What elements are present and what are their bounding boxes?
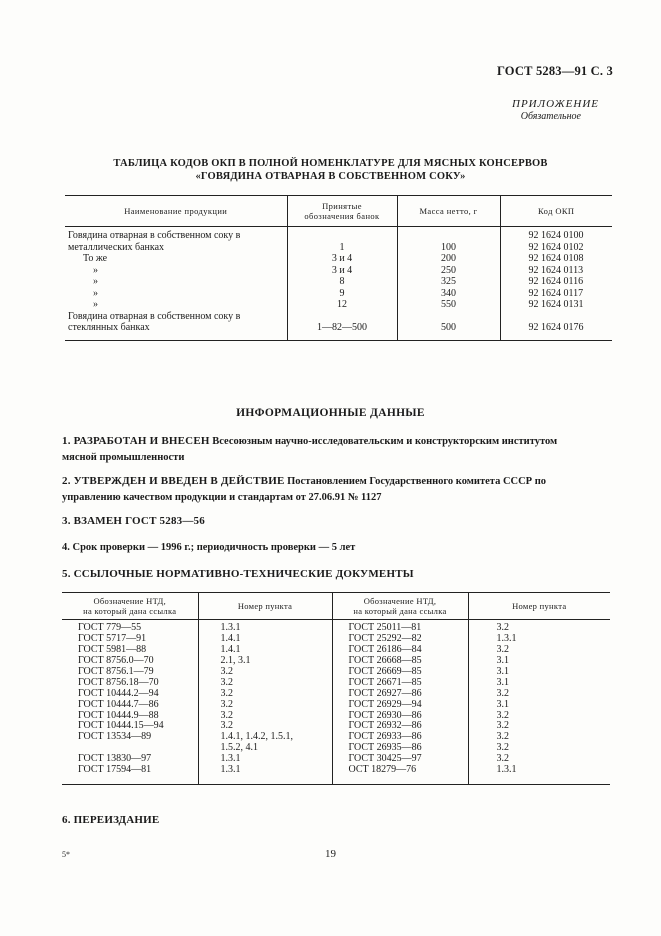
list-item: ГОСТ 10444.15—94 — [78, 720, 164, 732]
info-item-6: 6. ПЕРЕИЗДАНИЕ — [62, 814, 160, 826]
column-header-clause-left: Номер пункта — [198, 593, 332, 620]
table-title-line-1: ТАБЛИЦА КОДОВ ОКП В ПОЛНОЙ НОМЕНКЛАТУРЕ ДЛЯ МЯСНЫХ КОНСЕРВОВ — [113, 158, 548, 169]
table-row — [65, 299, 612, 311]
cell-mass — [397, 311, 500, 323]
cell-name: стеклянных банках — [65, 322, 287, 340]
list-item: ГОСТ 10444.9—88 — [78, 709, 159, 721]
list-item: 3.1 — [496, 698, 509, 710]
cell-designation: 9 — [287, 288, 397, 300]
list-item: 1.3.1 — [220, 764, 241, 776]
cell-name: » — [93, 287, 98, 299]
cell-designation: 1—82—500 — [287, 322, 397, 340]
info-item-5-text: 5. ССЫЛОЧНЫЕ НОРМАТИВНО-ТЕХНИЧЕСКИЕ ДОКУМЕНТЫ — [62, 568, 414, 580]
list-item: 1.5.2, 4.1 — [220, 742, 258, 754]
info-item-2 — [62, 473, 604, 506]
info-item-2-text-cont: управлению качеством продукции и стандартам от 27.06.91 № 1127 — [62, 492, 382, 503]
list-item: ГОСТ 26669—85 — [348, 665, 422, 677]
list-item: ГОСТ 10444.7—86 — [78, 698, 159, 710]
cell-designation: 8 — [287, 276, 397, 288]
appendix-label: ПРИЛОЖЕНИЕ — [512, 98, 599, 110]
table-row — [65, 242, 612, 254]
cell-name: » — [93, 276, 98, 287]
table-row — [65, 288, 612, 300]
list-item: ГОСТ 10444.2—94 — [78, 687, 159, 699]
cell-designation: 12 — [287, 299, 397, 311]
cell-code: 92 1624 0108 — [500, 253, 612, 265]
print-mark: 5* — [62, 850, 70, 859]
cell-name: » — [93, 264, 98, 276]
list-item: ГОСТ 17594—81 — [78, 764, 152, 776]
column-header-mass: Масса нетто, г — [397, 196, 500, 227]
list-item: ГОСТ 26929—94 — [348, 698, 422, 710]
list-item: 3.2 — [220, 720, 233, 732]
list-item: ГОСТ 8756.0—70 — [78, 654, 154, 666]
cell-code: 92 1624 0117 — [500, 288, 612, 300]
cell-code: 92 1624 0100 — [500, 227, 612, 242]
mandatory-label: Обязательное — [520, 111, 581, 122]
table-row — [65, 253, 612, 265]
cell-mass: 100 — [397, 242, 500, 254]
cell-mass: 500 — [397, 322, 500, 340]
list-item: ГОСТ 30425—97 — [348, 753, 422, 765]
list-item: 3.1 — [496, 654, 509, 666]
cell-name: Говядина отварная в собственном соку в — [68, 230, 241, 241]
cell-designation: 1 — [287, 242, 397, 254]
table-row — [65, 311, 612, 323]
document-header: ГОСТ 5283—91 С. 3 — [496, 64, 613, 78]
cell-designation — [287, 227, 397, 242]
list-item: 3.1 — [496, 676, 509, 688]
list-item: ГОСТ 26927—86 — [348, 687, 422, 699]
cell-name: Говядина отварная в собственном соку в — [68, 310, 241, 322]
list-item: ГОСТ 26930—86 — [348, 709, 422, 721]
info-item-1 — [62, 433, 604, 466]
cell-mass: 200 — [397, 253, 500, 265]
header-text: на который дана ссылка — [83, 606, 177, 616]
list-item: ГОСТ 13830—97 — [78, 753, 152, 765]
list-item: 2.1, 3.1 — [220, 654, 251, 666]
page-number: 19 — [325, 848, 336, 860]
column-header-code: Код ОКП — [500, 196, 612, 227]
cell-mass: 340 — [397, 288, 500, 300]
cell-code: 92 1624 0116 — [500, 276, 612, 288]
list-item: 1.3.1 — [220, 753, 241, 765]
list-item: 1.4.1 — [220, 643, 241, 655]
table-title-line-2: «ГОВЯДИНА ОТВАРНАЯ В СОБСТВЕННОМ СОКУ» — [195, 171, 466, 182]
cell-name: » — [93, 299, 98, 310]
right-clauses-column — [468, 620, 610, 785]
left-documents-column — [62, 620, 198, 785]
list-item: 3.2 — [496, 622, 509, 633]
list-item: ГОСТ 25011—81 — [348, 622, 422, 633]
info-item-2-lead: 2. УТВЕРЖДЕН И ВВЕДЕН В ДЕЙСТВИЕ — [62, 475, 285, 487]
header-text: Обозначение НТД, — [93, 596, 167, 606]
header-text: обозначения банок — [304, 211, 380, 221]
list-item: ГОСТ 26935—86 — [348, 742, 422, 754]
list-item: ГОСТ 26671—85 — [348, 676, 422, 688]
cell-designation: 3 и 4 — [287, 253, 397, 265]
info-item-1-text: Всесоюзным научно-исследовательским и конструкторским институтом — [209, 436, 558, 447]
list-item: ГОСТ 5981—88 — [78, 643, 147, 655]
table-row — [65, 276, 612, 288]
okp-codes-table — [65, 195, 612, 341]
right-documents-column — [332, 620, 468, 785]
cell-mass — [397, 227, 500, 242]
list-item: ГОСТ 8756.1—79 — [78, 665, 154, 677]
list-item: ГОСТ 26186—84 — [348, 643, 422, 655]
list-item: 3.2 — [220, 676, 233, 688]
cell-code — [500, 311, 612, 323]
list-item: ГОСТ 25292—82 — [348, 632, 422, 644]
list-item: ГОСТ 26933—86 — [348, 731, 422, 743]
info-item-1-lead: 1. РАЗРАБОТАН И ВНЕСЕН — [62, 435, 210, 447]
info-item-1-text-cont: мясной промышленности — [62, 452, 185, 463]
column-header-designation — [287, 196, 397, 227]
table-row — [65, 265, 612, 277]
table-row — [62, 620, 610, 785]
list-item: 3.2 — [220, 665, 233, 677]
list-item: 3.2 — [220, 709, 233, 721]
cell-code: 92 1624 0113 — [500, 265, 612, 277]
left-clauses-column — [198, 620, 332, 785]
table-row — [65, 322, 612, 340]
cell-code: 92 1624 0131 — [500, 299, 612, 311]
list-item: 3.2 — [496, 742, 509, 754]
list-item: 1.3.1 — [496, 764, 517, 776]
header-text: на который дана ссылка — [353, 606, 447, 616]
list-item: 3.2 — [496, 709, 509, 721]
cell-code: 92 1624 0176 — [500, 322, 612, 340]
header-text: Обозначение НТД, — [363, 596, 437, 606]
list-item: 3.2 — [496, 687, 509, 699]
list-item: ГОСТ 13534—89 — [78, 731, 152, 743]
table-row — [65, 227, 612, 242]
list-item: 1.4.1 — [220, 632, 241, 644]
list-item: ОСТ 18279—76 — [348, 764, 417, 776]
list-item: 3.2 — [496, 731, 509, 743]
list-item: 3.2 — [220, 698, 233, 710]
list-item: 3.2 — [496, 720, 509, 732]
cell-mass: 325 — [397, 276, 500, 288]
column-header-document-right — [332, 593, 468, 620]
cell-mass: 250 — [397, 265, 500, 277]
info-item-5 — [62, 566, 604, 583]
column-header-document-left — [62, 593, 198, 620]
list-item: 1.3.1 — [496, 632, 517, 644]
cell-name: То же — [83, 253, 108, 264]
list-item: 1.4.1, 1.4.2, 1.5.1, — [220, 731, 293, 743]
cell-code: 92 1624 0102 — [500, 242, 612, 254]
cell-designation: 3 и 4 — [287, 265, 397, 277]
cell-name: металлических банках — [68, 241, 165, 253]
list-item: 3.2 — [496, 753, 509, 765]
reference-documents-table — [62, 592, 610, 785]
info-item-4: 4. Срок проверки — 1996 г.; периодичность проверки — 5 лет — [62, 542, 356, 553]
list-item: ГОСТ 5717—91 — [78, 632, 147, 644]
cell-mass: 550 — [397, 299, 500, 311]
list-item: ГОСТ 26932—86 — [348, 720, 422, 732]
list-item: ГОСТ 779—55 — [78, 622, 142, 633]
info-item-3 — [62, 513, 604, 530]
list-item: 3.2 — [220, 687, 233, 699]
list-item: ГОСТ 26668—85 — [348, 654, 422, 666]
list-item: 3.1 — [496, 665, 509, 677]
cell-designation — [287, 311, 397, 323]
list-item: 1.3.1 — [220, 622, 241, 633]
header-text: Принятые — [322, 201, 362, 211]
column-header-name: Наименование продукции — [65, 196, 287, 227]
info-item-3-text: 3. ВЗАМЕН ГОСТ 5283—56 — [62, 515, 205, 527]
info-item-2-text: Постановлением Государственного комитета СССР по — [284, 476, 547, 487]
list-item: 3.2 — [496, 643, 509, 655]
list-item: ГОСТ 8756.18—70 — [78, 676, 159, 688]
column-header-clause-right: Номер пункта — [468, 593, 610, 620]
info-section-title: ИНФОРМАЦИОННЫЕ ДАННЫЕ — [236, 407, 425, 419]
